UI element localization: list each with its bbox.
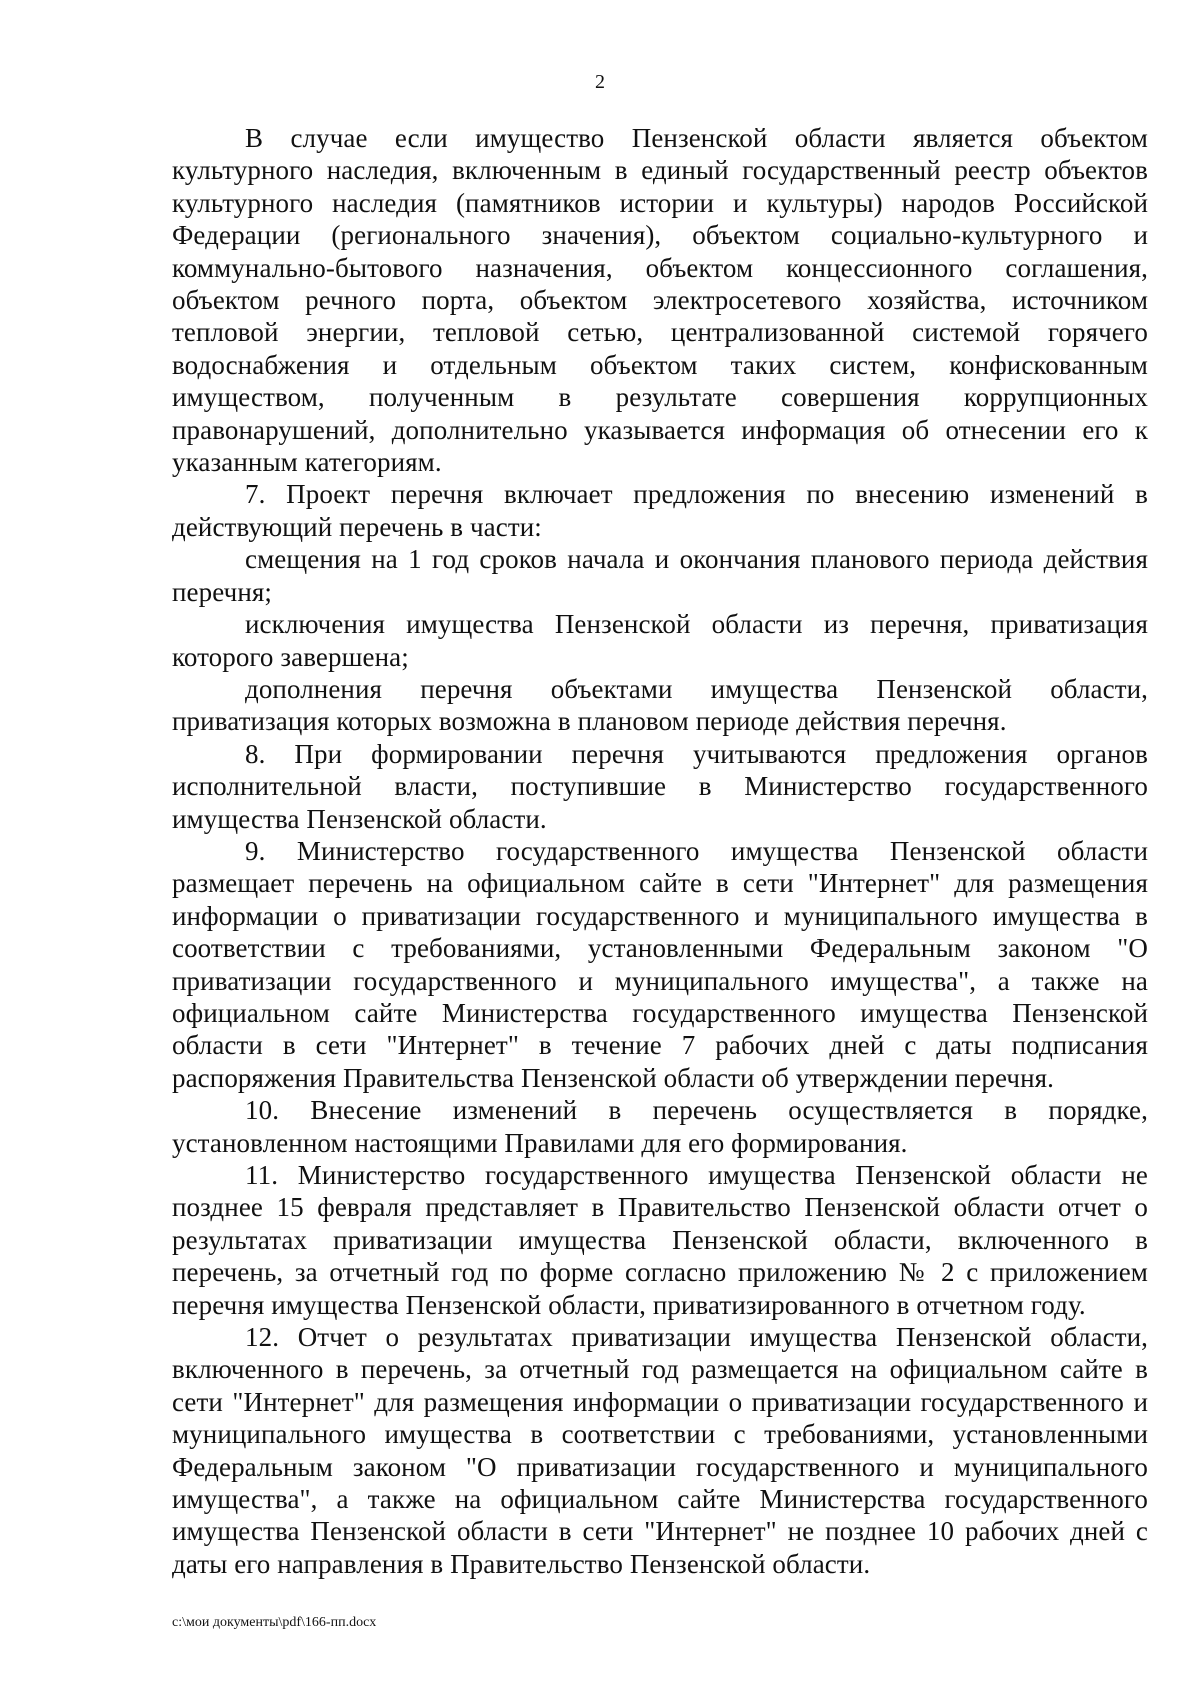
paragraph-item-11: 11. Министерство государственного имущества Пензенской области не позднее 15 февраля представляет в Правительство Пензенской области отчет о результатах приватизации имущества Пензенской области, включенного в перечень, за отчетный год по форме согласно приложению № 2 с приложением перечня имущества Пензенской области, приватизированного в отчетном году. xyxy=(172,1160,1148,1320)
paragraph-item-10: 10. Внесение изменений в перечень осуществляется в порядке, установленном настоящими Правилами для его формирования. xyxy=(172,1095,1148,1158)
footer-file-path: c:\мои документы\pdf\166-пп.docx xyxy=(172,1615,377,1630)
paragraph-cultural-heritage-clause: В случае если имущество Пензенской области является объектом культурного наследия, включенным в единый государственный реестр объектов культурного наследия (памятников истории и культуры) народов Российской Федерации (регионального значения), объектом социально-культурного и коммунально-бытового назначения, объектом концессионного соглашения, объектом речного порта, объектом электросетевого хозяйства, источником тепловой энергии, тепловой сетью, централизованной системой горячего водоснабжения и отдельным объектом таких систем, конфискованным имуществом, полученным в результате совершения коррупционных правонарушений, дополнительно указывается информация об отнесении его к указанным категориям. xyxy=(172,123,1148,478)
paragraph-item-12: 12. Отчет о результатах приватизации имущества Пензенской области, включенного в перечень, за отчетный год размещается на официальном сайте в сети "Интернет" для размещения информации о приватизации государственного и муниципального имущества в соответствии с требованиями, установленными Федеральным законом "О приватизации государственного и муниципального имущества", а также на официальном сайте Министерства государственного имущества Пензенской области в сети "Интернет" не позднее 10 рабочих дней с даты его направления в Правительство Пензенской области. xyxy=(172,1322,1148,1579)
paragraph-item-7-shift-period: смещения на 1 год сроков начала и окончания планового периода действия перечня; xyxy=(172,544,1148,607)
paragraph-item-9: 9. Министерство государственного имущества Пензенской области размещает перечень на официальном сайте в сети "Интернет" для размещения информации о приватизации государственного и муниципального имущества в соответствии с требованиями, установленными Федеральным законом "О приватизации государственного и муниципального имущества", а также на официальном сайте Министерства государственного имущества Пензенской области в сети "Интернет" в течение 7 рабочих дней с даты подписания распоряжения Правительства Пензенской области об утверждении перечня. xyxy=(172,835,1148,1093)
document-body xyxy=(172,122,1148,1580)
paragraph-item-8: 8. При формировании перечня учитываются предложения органов исполнительной власти, поступившие в Министерство государственного имущества Пензенской области. xyxy=(172,738,1148,834)
paragraph-item-7-addition: дополнения перечня объектами имущества Пензенской области, приватизация которых возможна в плановом периоде действия перечня. xyxy=(172,673,1148,737)
paragraph-item-7-exclusion: исключения имущества Пензенской области из перечня, приватизация которого завершена; xyxy=(172,609,1148,672)
paragraph-item-7: 7. Проект перечня включает предложения по внесению изменений в действующий перечень в части: xyxy=(172,479,1148,542)
page-number: 2 xyxy=(595,71,605,93)
